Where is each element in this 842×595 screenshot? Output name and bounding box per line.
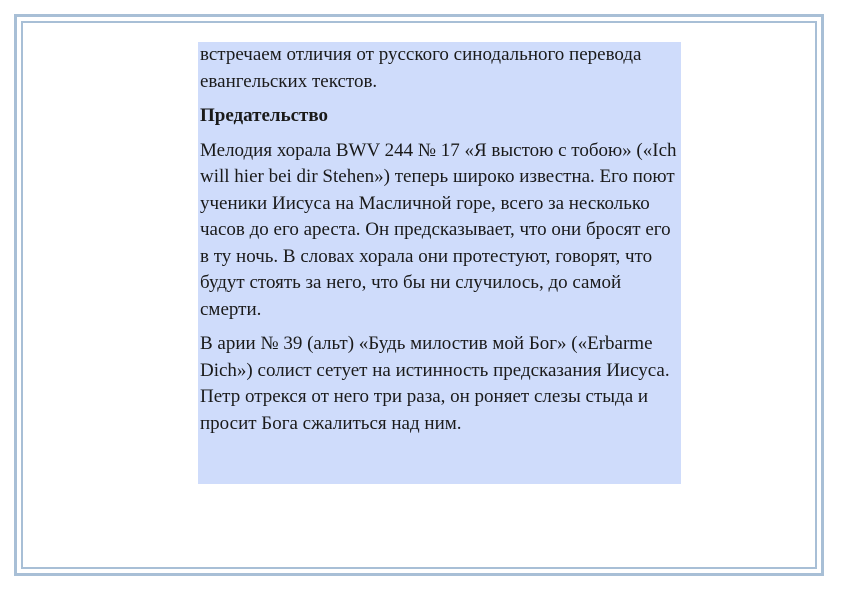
- body-paragraph-2: В арии № 39 (альт) «Будь милостив мой Бог» («Erbarme Dich») солист сетует на истинность предсказания Иисуса. Петр отрекся от него три раза, он роняет слезы стыда и просит Бога сжалиться над ним.: [200, 333, 670, 434]
- section-heading: Предательство: [200, 105, 329, 126]
- body-paragraph-1: Мелодия хорала BWV 244 № 17 «Я выстою с тобою» («Ich will hier bei dir Stehen») теперь широко известна. Его поют ученики Иисуса на Масличной горе, всего за несколько часов до его ареста. Он предсказывает, что они бросят его в ту ночь. В словах хорала они протестуют, говорят, что будут стоять за него, что бы ни случилось, до самой смерти.: [200, 139, 677, 320]
- text-box: [198, 42, 681, 484]
- intro-paragraph: встречаем отличия от русского синодального перевода евангельских текстов.: [200, 44, 642, 92]
